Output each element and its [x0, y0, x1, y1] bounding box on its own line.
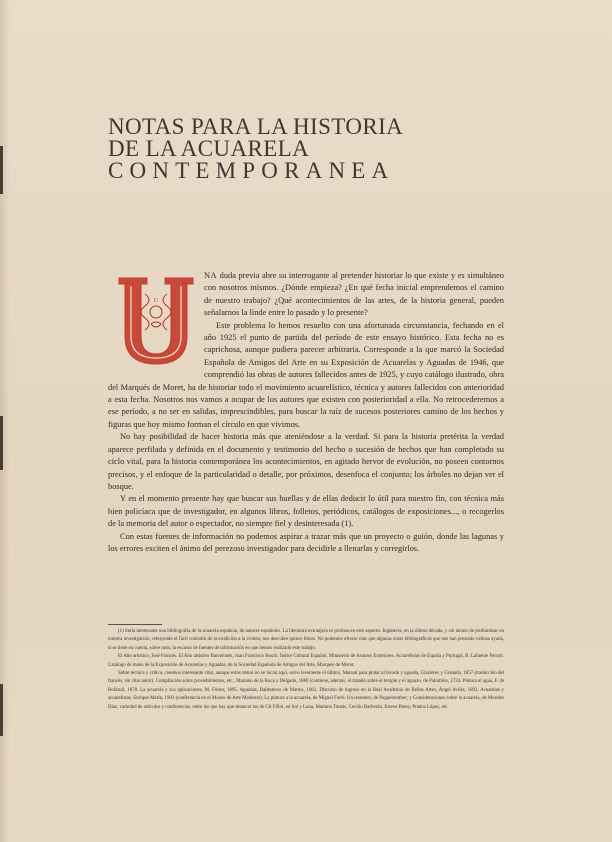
dropcap-spacer — [108, 270, 204, 371]
page-title — [108, 116, 403, 182]
footnote-divider — [108, 624, 162, 625]
title-line-3: CONTEMPORANEA — [108, 158, 395, 183]
paragraph-2: Este problema lo hemos resuelto con una afortunada circunstancia, fechando en el año 1925 el punto de partida del período de este ensayo histórico. Esta fecha no es caprichosa, aunque pudiera parecer arbitraria. Corresponde a la que marcó la Sociedad Española de Amigos del Arte en su Exposición de Acuarelas y Aguadas de 1946, que comprendió las obras de autores fallecidos antes de 1925, y cuyo catálogo ilustrado, obra del Marqués de Moret, ha de historiar todo el movimiento acuarelístico, técnica y autores fallecidos con anterioridad a esta fecha. Nosotros nos vamos a ocupar de los autores que existen con posterioridad a ella. No retrocederemos a ese período, a no ser en salidas, imprescindibles, para buscar la raíz de sucesos posteriores camino de los hechos y figuras que hoy mismo forman el círculo en que vivimos. — [108, 320, 504, 429]
paragraph-1-text: duda previa abre su interrogante al pretender historiar lo que existe y es simultáneo con nosotros mismos. ¿Dónde empieza? ¿En qué fecha inicial emprendemos el camino de nuestro trabajo? ¿Qué acontecimientos de las artes, de la historia general, pueden señalarnos la linde entre lo pasado y lo presente? — [204, 271, 504, 318]
paragraph-4: Y en el momento presente hay que buscar sus huellas y de ellas deducir lo útil para nuestro fin, con técnica más bien policíaca que de investigador, en algunos libros, folletos, periódicos, catálogos de exposiciones..., o recogerlos de la memoria del autor o espectador, no siempre fiel y desinteresada (1). — [108, 494, 504, 529]
title-line-2: DE LA ACUARELA — [108, 136, 310, 161]
dropcap-letter: U — [153, 298, 159, 304]
paragraph-5: Con estas fuentes de información no podemos aspirar a trazar más que un proyecto o guión, donde las lagunas y los errores exciten el ánimo del perezoso investigador para decidirle a llenarlas y corregirlos. — [108, 531, 504, 553]
paragraph-1-lead: NA — [204, 271, 218, 280]
footnote-1: (1) Sería interesante una bibliografía de la acuarela española, de autores españoles. La literatura extranjera es profusa en este aspecto. Inglaterra, en la última década, y sin ánimo de profundizar en nuestra investigación, rebuyendo el fácil comodín de la erudición a la violeta, nos descubre quince libros. No podemos ofrecer más que algunas notas bibliográficas que nos han prestado valiosa ayuda, si se tiene en cuenta, sobre todo, la escasez de fuentes de información en que hemos realizado este trabajo. — [108, 629, 504, 651]
paragraph-3: No hay posibilidad de hacer historia más que ateniéndose a la verdad. Si para la historia pretérita la verdad aparece perfilada y definida en el documento y testimonio del hecho o sucesión de hechos que han completado su ciclo vital, para la historia contemporánea los acontecimientos, en agitado hervor de evolución, no poseen contornos precisos, y el enfoque de la particularidad o detalle, por próximos, desenfoca el conjunto; los árboles no dejan ver el bosque. — [108, 432, 504, 491]
body-text — [108, 270, 504, 555]
footnote-2: El Año artístico, José Francés. El Año artístico Barcelonés, Juan Francisco Bosch. Índice Cultural Español, Ministerio de Asuntos Exteriores. Acuarelistas de España y Portugal, R. Lafuente Ferrari. Catálogo de mano de la Exposición de Acuarelas y Aguadas, de la Sociedad Española de Amigos del Arte, Marqués de Moret. — [108, 654, 504, 668]
binding-mark-middle — [0, 416, 3, 470]
title-line-1: NOTAS PARA LA HISTORIA — [108, 114, 404, 139]
binding-mark-bottom — [0, 684, 3, 736]
binding-mark-top — [0, 146, 3, 194]
footnotes — [108, 628, 504, 712]
footnote-3: Sobre técnica y crítica, creemos interesante citar, aunque estos temas no se tocan aquí, salvo levemente el último, Manual para pintar al lavado y aguada, Glazières y Granada, 1857 (traducción del francés, sin citar autor). Compilación sobre procedimientos, etc., Mariano de la Roca y Delgado, 1880 (contiene, además, el tratado sobre el temple y el aguazo, de Palomino, 1724. Pintura al agua, F. de Bofarull, 1878. La acuarela y sus aplicaciones, M. Fóster, 1895. Aguadas, Ballesteros de Martos, 1962. Discurso de ingreso en la Real Academia de Bellas Artes, Ángel Avilés, 1893. Acuarelas y acuarelistas, Enrique Marín, 1902 (conferencia en el Museo de Arte Moderno). La pintura a la acuarela, de Miguel Farré. Un resumen, de Poppelreuther; y Consideraciones sobre la acuarela, de Morales Díaz, variedad de artículos y conferencias, entre los que hay que destacar los de Gil Fillol, en Sol y Luna, Mariano Tomás, Cecilio Barberán, Esteve Botey, Prados López, etc. — [108, 671, 504, 710]
